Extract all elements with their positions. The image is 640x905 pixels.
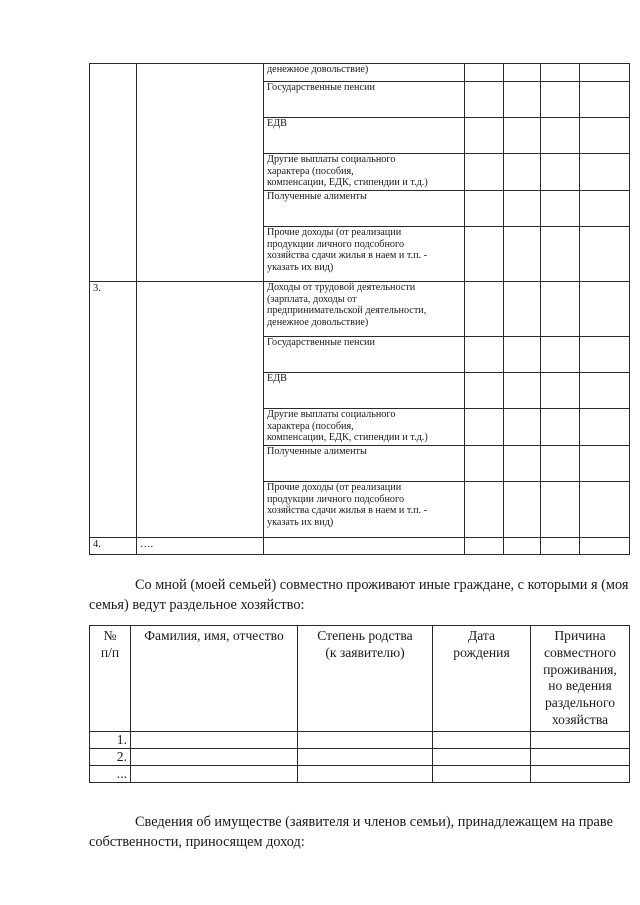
income-type-line: характера (пособия, [267,420,354,432]
cohabitant-value-cell[interactable] [131,731,298,748]
income-type-line: продукции личного подсобного [267,238,405,250]
cohabitant-value-cell[interactable] [433,748,531,765]
income-value-cell[interactable] [465,337,504,373]
income-type-line: Другие выплаты социального [267,154,396,165]
header-line: Фамилия, имя, отчество [144,628,284,643]
income-value-cell[interactable] [504,118,541,154]
income-value-cell[interactable] [580,482,630,538]
income-value-cell[interactable] [580,282,630,337]
income-value-cell[interactable] [465,118,504,154]
income-type-line: Другие выплаты социального [267,409,396,420]
header-line: рождения [453,644,510,660]
income-row [90,538,630,555]
income-type-line: предпринимательской деятельности, [267,305,427,317]
header-line: но ведения [548,678,612,694]
header-line: хозяйства [551,711,609,727]
income-value-cell[interactable] [580,118,630,154]
income-value-cell[interactable] [465,64,504,82]
cohabitant-value-cell[interactable] [298,748,433,765]
cohabitants-header-cell [298,626,433,732]
member-name-cell [137,64,264,282]
income-type-cell [264,191,465,227]
income-type-line: хозяйства сдачи жилья в наем и т.п. - [267,505,428,517]
income-value-cell[interactable] [580,446,630,482]
income-value-cell[interactable] [541,446,580,482]
income-type-line: ЕДВ [267,373,287,384]
income-table [89,63,630,555]
member-number-cell: 3. [90,282,137,538]
header-line: Степень родства [317,628,413,643]
income-type-cell [264,118,465,154]
income-value-cell[interactable] [504,482,541,538]
cohabitant-number-cell: 2. [90,748,131,765]
income-value-cell[interactable] [580,227,630,282]
income-value-cell[interactable] [504,227,541,282]
member-name-cell: …. [137,538,264,555]
income-type-line: указать их вид) [267,261,334,273]
cohabitant-number-cell: 1. [90,731,131,748]
income-value-cell[interactable] [580,191,630,227]
cohabitants-header-cell [131,626,298,732]
income-type-cell [264,409,465,446]
cohabitant-value-cell[interactable] [131,748,298,765]
income-type-cell [264,373,465,409]
income-type-line: Прочие доходы (от реализации [267,227,402,238]
income-value-cell[interactable] [580,409,630,446]
income-value-cell[interactable] [504,446,541,482]
income-type-line: хозяйства сдачи жилья в наем и т.п. - [267,250,428,262]
income-value-cell[interactable] [504,373,541,409]
income-value-cell[interactable] [465,191,504,227]
income-row [90,282,630,337]
member-name-cell [137,282,264,538]
header-line: раздельного [545,695,615,711]
cohabitants-header-cell [90,626,131,732]
income-value-cell[interactable] [580,538,630,555]
income-type-line: компенсации, ЕДК, стипендии и т.д.) [267,177,428,189]
income-value-cell[interactable] [580,82,630,118]
cohabitant-row [90,731,630,748]
income-type-line: Доходы от трудовой деятельности [267,282,416,293]
income-value-cell[interactable] [541,82,580,118]
income-row [90,64,630,82]
income-value-cell[interactable] [465,154,504,191]
income-type-line: Государственные пенсии [267,337,375,348]
income-type-cell [264,337,465,373]
income-value-cell[interactable] [541,227,580,282]
income-value-cell[interactable] [580,64,630,82]
cohabitant-row [90,765,630,782]
income-value-cell[interactable] [580,154,630,191]
cohabitant-value-cell[interactable] [433,765,531,782]
income-value-cell[interactable] [541,337,580,373]
cohabitant-value-cell[interactable] [131,765,298,782]
income-value-cell[interactable] [465,82,504,118]
income-value-cell[interactable] [465,227,504,282]
income-value-cell[interactable] [541,373,580,409]
income-value-cell[interactable] [465,409,504,446]
header-line: Дата [467,628,496,643]
income-type-line: Полученные алименты [267,191,367,202]
income-type-line: Прочие доходы (от реализации [267,482,402,493]
income-type-cell [264,538,465,555]
income-value-cell[interactable] [541,118,580,154]
header-line: совместного [543,644,617,660]
income-value-cell[interactable] [504,82,541,118]
cohabitants-table [89,625,630,783]
income-type-cell [264,82,465,118]
income-type-cell [264,227,465,282]
cohabitant-number-cell: ... [90,765,131,782]
income-value-cell[interactable] [504,154,541,191]
cohabitants-header-row [90,626,630,732]
income-type-cell [264,446,465,482]
income-type-cell [264,282,465,337]
income-type-line: указать их вид) [267,516,334,528]
income-type-line: денежное довольствие) [267,64,369,75]
cohabitants-paragraph: Со мной (моей семьей) совместно проживают иные граждане, с которыми я (моя семья) ведут раздельное хозяйство: [89,577,629,613]
income-value-cell[interactable] [465,282,504,337]
income-value-cell[interactable] [465,373,504,409]
income-value-cell[interactable] [580,373,630,409]
cohabitant-value-cell[interactable] [298,765,433,782]
income-type-line: продукции личного подсобного [267,493,405,505]
income-value-cell[interactable] [465,446,504,482]
income-value-cell[interactable] [541,282,580,337]
income-type-line: ЕДВ [267,118,287,129]
income-value-cell[interactable] [541,482,580,538]
income-value-cell[interactable] [541,538,580,555]
income-value-cell[interactable] [504,337,541,373]
cohabitants-header-cell [531,626,630,732]
income-value-cell[interactable] [541,64,580,82]
member-number-cell [90,64,137,282]
cohabitant-value-cell[interactable] [531,748,630,765]
cohabitant-value-cell[interactable] [531,731,630,748]
income-type-line: денежное довольствие) [267,316,369,328]
header-line: № [103,628,117,643]
income-type-line: Государственные пенсии [267,82,375,93]
income-value-cell[interactable] [541,154,580,191]
income-type-line: характера (пособия, [267,165,354,177]
income-value-cell[interactable] [465,482,504,538]
income-value-cell[interactable] [541,191,580,227]
header-line: Причина [554,628,606,643]
cohabitant-value-cell[interactable] [531,765,630,782]
cohabitant-row [90,748,630,765]
cohabitant-value-cell[interactable] [298,731,433,748]
income-value-cell[interactable] [504,191,541,227]
income-value-cell[interactable] [580,337,630,373]
income-value-cell[interactable] [465,538,504,555]
property-paragraph: Сведения об имуществе (заявителя и членов семьи), принадлежащем на праве собственности, приносящем доход: [89,814,613,850]
income-type-line: Полученные алименты [267,446,367,457]
income-type-cell [264,64,465,82]
income-value-cell[interactable] [504,282,541,337]
income-type-line: компенсации, ЕДК, стипендии и т.д.) [267,432,428,444]
header-line: проживания, [543,661,617,677]
header-line: п/п [100,644,120,660]
member-number-cell: 4. [90,538,137,555]
income-type-cell [264,154,465,191]
cohabitant-value-cell[interactable] [433,731,531,748]
income-value-cell[interactable] [504,409,541,446]
income-value-cell[interactable] [504,64,541,82]
header-line: (к заявителю) [325,644,405,660]
cohabitants-header-cell [433,626,531,732]
income-type-line: (зарплата, доходы от [267,293,357,305]
income-value-cell[interactable] [504,538,541,555]
income-type-cell [264,482,465,538]
income-value-cell[interactable] [541,409,580,446]
